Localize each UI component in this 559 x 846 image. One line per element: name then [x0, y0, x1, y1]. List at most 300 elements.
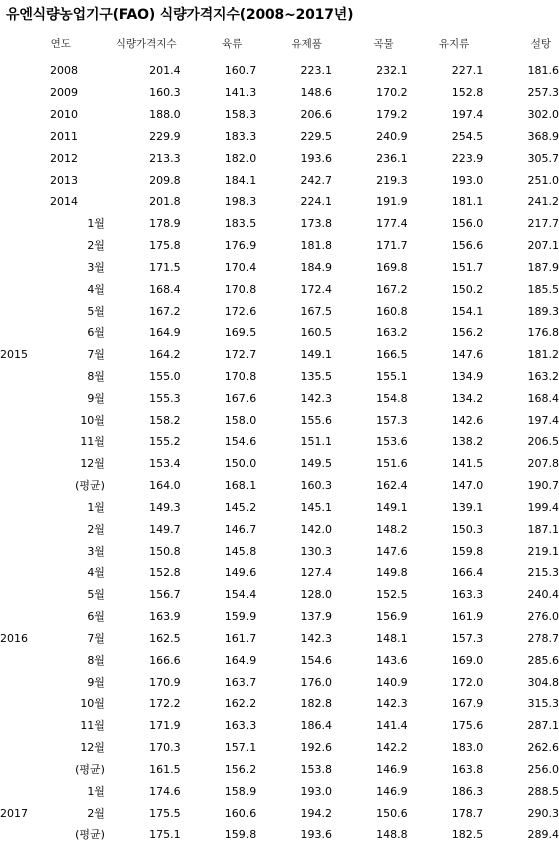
- cell-food-price-index: 150.8: [149, 544, 181, 558]
- cell-dairy: 149.5: [300, 457, 332, 471]
- cell-oils: 147.0: [451, 479, 484, 493]
- cell-dairy: 142.0: [300, 522, 332, 536]
- cell-meat: 162.2: [224, 697, 257, 711]
- cell-oils: 182.5: [451, 828, 484, 842]
- cell-cereals: 151.6: [376, 457, 408, 471]
- cell-cereals: 141.4: [376, 719, 408, 733]
- cell-oils: 163.3: [451, 588, 484, 602]
- header-cereals: 곡물: [373, 38, 394, 50]
- cell-food-price-index: 156.7: [149, 588, 181, 602]
- cell-dairy: 160.5: [300, 326, 332, 340]
- cell-sugar: 285.6: [527, 653, 559, 667]
- table-row: [0, 715, 559, 737]
- cell-cereals: 191.9: [376, 195, 408, 209]
- cell-sugar: 305.7: [527, 151, 559, 165]
- cell-dairy: 160.3: [300, 479, 332, 493]
- cell-oils: 193.0: [451, 173, 484, 187]
- cell-cereals: 155.1: [376, 370, 408, 383]
- cell-cereals: 148.8: [376, 828, 408, 842]
- cell-sugar: 215.3: [527, 566, 559, 580]
- year-cell: 2011: [50, 129, 78, 143]
- cell-cereals: 163.2: [376, 326, 408, 340]
- cell-oils: 147.6: [451, 348, 484, 362]
- cell-cereals: 146.9: [376, 762, 408, 776]
- cell-oils: 138.2: [451, 435, 484, 449]
- month-cell: (평균): [75, 828, 105, 842]
- cell-oils: 183.0: [451, 741, 484, 755]
- cell-sugar: 189.3: [527, 304, 559, 318]
- cell-dairy: 148.6: [300, 86, 332, 100]
- cell-food-price-index: 172.2: [149, 697, 181, 711]
- cell-cereals: 146.9: [376, 784, 408, 798]
- month-cell: 12월: [80, 741, 105, 755]
- cell-meat: 156.2: [224, 762, 257, 776]
- month-cell: 4월: [87, 282, 105, 296]
- cell-meat: 158.3: [224, 108, 257, 122]
- table-row: [0, 366, 559, 388]
- month-cell: 7월: [87, 631, 105, 645]
- cell-food-price-index: 160.3: [149, 86, 181, 100]
- cell-food-price-index: 170.9: [149, 675, 181, 689]
- cell-food-price-index: 153.4: [149, 457, 181, 471]
- cell-meat: 159.9: [224, 610, 257, 624]
- cell-cereals: 153.6: [376, 435, 408, 449]
- cell-dairy: 186.4: [300, 719, 332, 733]
- header-meat: 육류: [221, 38, 243, 50]
- cell-meat: 150.0: [224, 457, 257, 471]
- cell-sugar: 257.3: [527, 86, 559, 100]
- cell-cereals: 240.9: [376, 129, 408, 143]
- cell-sugar: 163.2: [527, 370, 559, 383]
- cell-food-price-index: 175.5: [149, 806, 181, 820]
- cell-cereals: 169.8: [376, 260, 408, 274]
- cell-sugar: 262.6: [527, 741, 559, 755]
- cell-cereals: 142.2: [376, 741, 408, 755]
- cell-dairy: 173.8: [300, 217, 332, 231]
- table-row: [0, 256, 559, 278]
- month-cell: 11월: [80, 719, 105, 733]
- table-row: [0, 759, 559, 781]
- table-row: [0, 453, 559, 475]
- cell-meat: 182.0: [224, 151, 257, 165]
- cell-cereals: 166.5: [376, 348, 408, 362]
- cell-oils: 223.9: [451, 151, 484, 165]
- month-cell: 1월: [87, 784, 105, 798]
- cell-sugar: 187.1: [527, 522, 559, 536]
- cell-sugar: 181.6: [527, 64, 559, 78]
- table-row: [0, 475, 559, 497]
- cell-food-price-index: 162.5: [149, 631, 181, 645]
- cell-food-price-index: 161.5: [149, 762, 181, 776]
- cell-meat: 160.6: [224, 806, 257, 820]
- cell-meat: 149.6: [224, 566, 257, 580]
- cell-food-price-index: 170.3: [149, 741, 181, 755]
- cell-dairy: 149.1: [300, 348, 332, 362]
- cell-meat: 141.3: [224, 86, 257, 100]
- year-cell: 2010: [50, 108, 78, 122]
- month-cell: 2월: [87, 522, 105, 536]
- cell-meat: 172.7: [224, 348, 257, 362]
- table-row: [0, 344, 559, 366]
- cell-dairy: 182.8: [300, 697, 332, 711]
- cell-dairy: 154.6: [300, 653, 332, 667]
- table-row: [0, 125, 559, 147]
- cell-cereals: 156.9: [376, 610, 408, 624]
- header-sugar: 설탕: [530, 38, 551, 50]
- cell-oils: 167.9: [451, 697, 484, 711]
- table-row: [0, 322, 559, 344]
- cell-meat: 198.3: [224, 195, 257, 209]
- cell-food-price-index: 149.3: [149, 500, 181, 514]
- cell-food-price-index: 171.9: [149, 719, 181, 733]
- cell-sugar: 240.4: [527, 588, 559, 602]
- cell-oils: 134.2: [451, 391, 484, 405]
- cell-sugar: 176.8: [527, 326, 559, 340]
- cell-sugar: 368.9: [527, 129, 559, 143]
- month-cell: 1월: [87, 500, 105, 514]
- cell-cereals: 140.9: [376, 675, 408, 689]
- cell-dairy: 224.1: [300, 195, 332, 209]
- month-cell: 4월: [87, 566, 105, 580]
- cell-dairy: 155.6: [300, 413, 332, 427]
- table-row: [0, 497, 559, 519]
- cell-sugar: 168.4: [527, 391, 559, 405]
- month-cell: 2월: [87, 806, 105, 820]
- cell-food-price-index: 164.9: [149, 326, 181, 340]
- table-row: [0, 169, 559, 191]
- cell-meat: 167.6: [224, 391, 257, 405]
- table-row: [0, 584, 559, 606]
- cell-oils: 150.2: [451, 282, 484, 296]
- table-row: [0, 824, 559, 846]
- table-row: [0, 82, 559, 104]
- cell-oils: 156.2: [451, 326, 484, 340]
- table-row: [0, 780, 559, 802]
- cell-cereals: 167.2: [376, 282, 408, 296]
- cell-sugar: 251.0: [527, 173, 559, 187]
- cell-sugar: 181.2: [527, 348, 559, 362]
- table-row: [0, 191, 559, 213]
- cell-sugar: 217.7: [527, 217, 559, 231]
- cell-food-price-index: 155.2: [149, 435, 181, 449]
- cell-sugar: 207.8: [527, 457, 559, 471]
- cell-food-price-index: 167.2: [149, 304, 181, 318]
- cell-dairy: 193.6: [300, 828, 332, 842]
- table-row: [0, 300, 559, 322]
- cell-sugar: 219.1: [527, 544, 559, 558]
- cell-food-price-index: 158.2: [149, 413, 181, 427]
- cell-oils: 172.0: [451, 675, 484, 689]
- table-row: [0, 213, 559, 235]
- cell-food-price-index: 155.0: [149, 370, 181, 383]
- month-cell: 9월: [87, 391, 105, 405]
- year-cell: 2008: [50, 64, 78, 78]
- cell-dairy: 194.2: [300, 806, 332, 820]
- cell-dairy: 223.1: [300, 64, 332, 78]
- header-dairy: 유제품: [291, 38, 322, 50]
- cell-cereals: 152.5: [376, 588, 408, 602]
- cell-sugar: 276.0: [527, 610, 559, 624]
- cell-dairy: 192.6: [300, 741, 332, 755]
- table-row: [0, 278, 559, 300]
- cell-meat: 164.9: [224, 653, 257, 667]
- cell-food-price-index: 149.7: [149, 522, 181, 536]
- table-row: [0, 409, 559, 431]
- cell-food-price-index: 164.2: [149, 348, 181, 362]
- table-row: [0, 606, 559, 628]
- cell-meat: 146.7: [224, 522, 257, 536]
- cell-dairy: 145.1: [300, 500, 332, 514]
- cell-food-price-index: 155.3: [149, 391, 181, 405]
- cell-cereals: 219.3: [376, 173, 408, 187]
- table-row: [0, 693, 559, 715]
- cell-sugar: 241.2: [527, 195, 559, 209]
- month-cell: 9월: [87, 675, 105, 689]
- cell-dairy: 181.8: [300, 239, 332, 253]
- cell-cereals: 142.3: [376, 697, 408, 711]
- cell-sugar: 207.1: [527, 239, 559, 253]
- cell-dairy: 128.0: [300, 588, 332, 602]
- cell-cereals: 179.2: [376, 108, 408, 122]
- cell-cereals: 160.8: [376, 304, 408, 318]
- cell-sugar: 289.4: [527, 828, 559, 842]
- cell-oils: 175.6: [451, 719, 484, 733]
- cell-cereals: 148.2: [376, 522, 408, 536]
- cell-dairy: 206.6: [300, 108, 332, 122]
- cell-dairy: 229.5: [300, 129, 332, 143]
- cell-oils: 169.0: [451, 653, 484, 667]
- cell-dairy: 193.0: [300, 784, 332, 798]
- table-row: [0, 518, 559, 540]
- year-group-cell: 2017: [0, 806, 28, 820]
- cell-cereals: 143.6: [376, 653, 408, 667]
- cell-dairy: 193.6: [300, 151, 332, 165]
- cell-food-price-index: 163.9: [149, 610, 181, 624]
- cell-food-price-index: 175.8: [149, 239, 181, 253]
- cell-meat: 170.8: [224, 282, 257, 296]
- header-oils: 유지류: [438, 38, 470, 50]
- cell-dairy: 176.0: [300, 675, 332, 689]
- cell-oils: 159.8: [451, 544, 484, 558]
- month-cell: 7월: [87, 348, 105, 362]
- cell-food-price-index: 201.8: [149, 195, 181, 209]
- cell-dairy: 142.3: [300, 391, 332, 405]
- cell-oils: 161.9: [451, 610, 484, 624]
- cell-food-price-index: 209.8: [149, 173, 181, 187]
- cell-oils: 163.8: [451, 762, 484, 776]
- cell-oils: 134.9: [451, 370, 484, 383]
- year-group-cell: 2015: [0, 348, 28, 362]
- cell-food-price-index: 152.8: [149, 566, 181, 580]
- cell-dairy: 172.4: [300, 282, 332, 296]
- cell-sugar: 197.4: [527, 413, 559, 427]
- cell-sugar: 185.5: [527, 282, 559, 296]
- cell-oils: 141.5: [451, 457, 484, 471]
- table-row: [0, 104, 559, 126]
- cell-meat: 157.1: [224, 741, 257, 755]
- cell-sugar: 315.3: [527, 697, 559, 711]
- cell-cereals: 154.8: [376, 391, 408, 405]
- month-cell: 3월: [87, 544, 105, 558]
- cell-food-price-index: 164.0: [149, 479, 181, 493]
- cell-meat: 163.7: [224, 675, 257, 689]
- header-food-price-index: 식량가격지수: [115, 38, 177, 50]
- cell-oils: 139.1: [451, 500, 484, 514]
- cell-meat: 183.5: [224, 217, 257, 231]
- cell-food-price-index: 213.3: [149, 151, 181, 165]
- cell-meat: 158.0: [224, 413, 257, 427]
- cell-meat: 184.1: [224, 173, 257, 187]
- cell-sugar: 187.9: [527, 260, 559, 274]
- table-row: [0, 737, 559, 759]
- month-cell: 10월: [80, 413, 105, 427]
- cell-oils: 151.7: [451, 260, 484, 274]
- cell-sugar: 190.7: [527, 479, 559, 493]
- cell-dairy: 167.5: [300, 304, 332, 318]
- cell-food-price-index: 178.9: [149, 217, 181, 231]
- cell-oils: 166.4: [451, 566, 484, 580]
- cell-oils: 157.3: [451, 631, 484, 645]
- cell-sugar: 302.0: [527, 108, 559, 122]
- cell-oils: 156.6: [451, 239, 484, 253]
- cell-sugar: 278.7: [527, 631, 559, 645]
- cell-meat: 183.3: [224, 129, 257, 143]
- cell-food-price-index: 175.1: [149, 828, 181, 842]
- header-year: 연도: [50, 38, 71, 50]
- cell-meat: 163.3: [224, 719, 257, 733]
- month-cell: 5월: [87, 588, 105, 602]
- table-row: [0, 387, 559, 409]
- cell-cereals: 157.3: [376, 413, 408, 427]
- cell-cereals: 236.1: [376, 151, 408, 165]
- cell-dairy: 127.4: [300, 566, 332, 580]
- cell-dairy: 184.9: [300, 260, 332, 274]
- table-row: [0, 628, 559, 650]
- cell-cereals: 150.6: [376, 806, 408, 820]
- year-cell: 2012: [50, 151, 78, 165]
- cell-cereals: 162.4: [376, 479, 408, 493]
- table-row: [0, 431, 559, 453]
- header-row: [0, 38, 559, 60]
- cell-dairy: 135.5: [300, 370, 332, 383]
- cell-sugar: 206.5: [527, 435, 559, 449]
- month-cell: 8월: [87, 653, 105, 667]
- cell-food-price-index: 166.6: [149, 653, 181, 667]
- cell-meat: 161.7: [224, 631, 257, 645]
- cell-meat: 159.8: [224, 828, 257, 842]
- cell-dairy: 137.9: [300, 610, 332, 624]
- cell-cereals: 148.1: [376, 631, 408, 645]
- cell-food-price-index: 171.5: [149, 260, 181, 274]
- cell-meat: 154.4: [224, 588, 257, 602]
- cell-dairy: 130.3: [300, 544, 332, 558]
- year-cell: 2014: [50, 195, 78, 209]
- cell-dairy: 153.8: [300, 762, 332, 776]
- cell-oils: 181.1: [451, 195, 484, 209]
- table-row: [0, 540, 559, 562]
- cell-cereals: 149.8: [376, 566, 408, 580]
- cell-sugar: 287.1: [527, 719, 559, 733]
- cell-cereals: 170.2: [376, 86, 408, 100]
- year-group-cell: 2016: [0, 631, 28, 645]
- cell-oils: 197.4: [451, 108, 484, 122]
- cell-meat: 154.6: [224, 435, 257, 449]
- cell-meat: 168.1: [224, 479, 257, 493]
- month-cell: 5월: [87, 304, 105, 318]
- cell-oils: 186.3: [451, 784, 484, 798]
- table-row: [0, 671, 559, 693]
- table-row: [0, 60, 559, 82]
- cell-sugar: 290.3: [527, 806, 559, 820]
- cell-sugar: 256.0: [527, 762, 559, 776]
- food-price-index-table: [0, 38, 559, 846]
- month-cell: 8월: [87, 370, 105, 383]
- cell-meat: 170.4: [224, 260, 257, 274]
- month-cell: 1월: [87, 217, 105, 231]
- cell-oils: 150.3: [451, 522, 484, 536]
- month-cell: 10월: [80, 697, 105, 711]
- cell-oils: 227.1: [451, 64, 484, 78]
- cell-cereals: 149.1: [376, 500, 408, 514]
- cell-oils: 152.8: [451, 86, 484, 100]
- cell-oils: 154.1: [451, 304, 484, 318]
- cell-dairy: 242.7: [300, 173, 332, 187]
- cell-oils: 142.6: [451, 413, 484, 427]
- cell-dairy: 142.3: [300, 631, 332, 645]
- year-cell: 2013: [50, 173, 78, 187]
- table-row: [0, 235, 559, 257]
- month-cell: 11월: [80, 435, 105, 449]
- month-cell: 12월: [80, 457, 105, 471]
- month-cell: 6월: [87, 326, 105, 340]
- cell-dairy: 151.1: [300, 435, 332, 449]
- cell-cereals: 232.1: [376, 64, 408, 78]
- cell-sugar: 199.4: [527, 500, 559, 514]
- table-row: [0, 802, 559, 824]
- cell-food-price-index: 229.9: [149, 129, 181, 143]
- cell-oils: 156.0: [451, 217, 484, 231]
- cell-cereals: 147.6: [376, 544, 408, 558]
- cell-food-price-index: 168.4: [149, 282, 181, 296]
- cell-meat: 170.8: [224, 370, 257, 383]
- cell-meat: 160.7: [224, 64, 257, 78]
- cell-oils: 254.5: [451, 129, 484, 143]
- page-title: 유엔식량농업기구(FAO) 식량가격지수(2008~2017년): [6, 7, 354, 23]
- cell-sugar: 304.8: [527, 675, 559, 689]
- cell-cereals: 177.4: [376, 217, 408, 231]
- month-cell: (평균): [75, 479, 105, 493]
- cell-food-price-index: 201.4: [149, 64, 181, 78]
- cell-meat: 145.8: [224, 544, 257, 558]
- table-row: [0, 649, 559, 671]
- table-row: [0, 562, 559, 584]
- month-cell: 2월: [87, 239, 105, 253]
- cell-meat: 158.9: [224, 784, 257, 798]
- cell-food-price-index: 188.0: [149, 108, 181, 122]
- table-row: [0, 147, 559, 169]
- month-cell: (평균): [75, 762, 105, 776]
- month-cell: 3월: [87, 260, 105, 274]
- cell-food-price-index: 174.6: [149, 784, 181, 798]
- cell-meat: 176.9: [224, 239, 257, 253]
- cell-meat: 172.6: [224, 304, 257, 318]
- cell-meat: 145.2: [224, 500, 257, 514]
- cell-sugar: 288.5: [527, 784, 559, 798]
- cell-meat: 169.5: [224, 326, 257, 340]
- cell-oils: 178.7: [451, 806, 484, 820]
- month-cell: 6월: [87, 610, 105, 624]
- cell-cereals: 171.7: [376, 239, 408, 253]
